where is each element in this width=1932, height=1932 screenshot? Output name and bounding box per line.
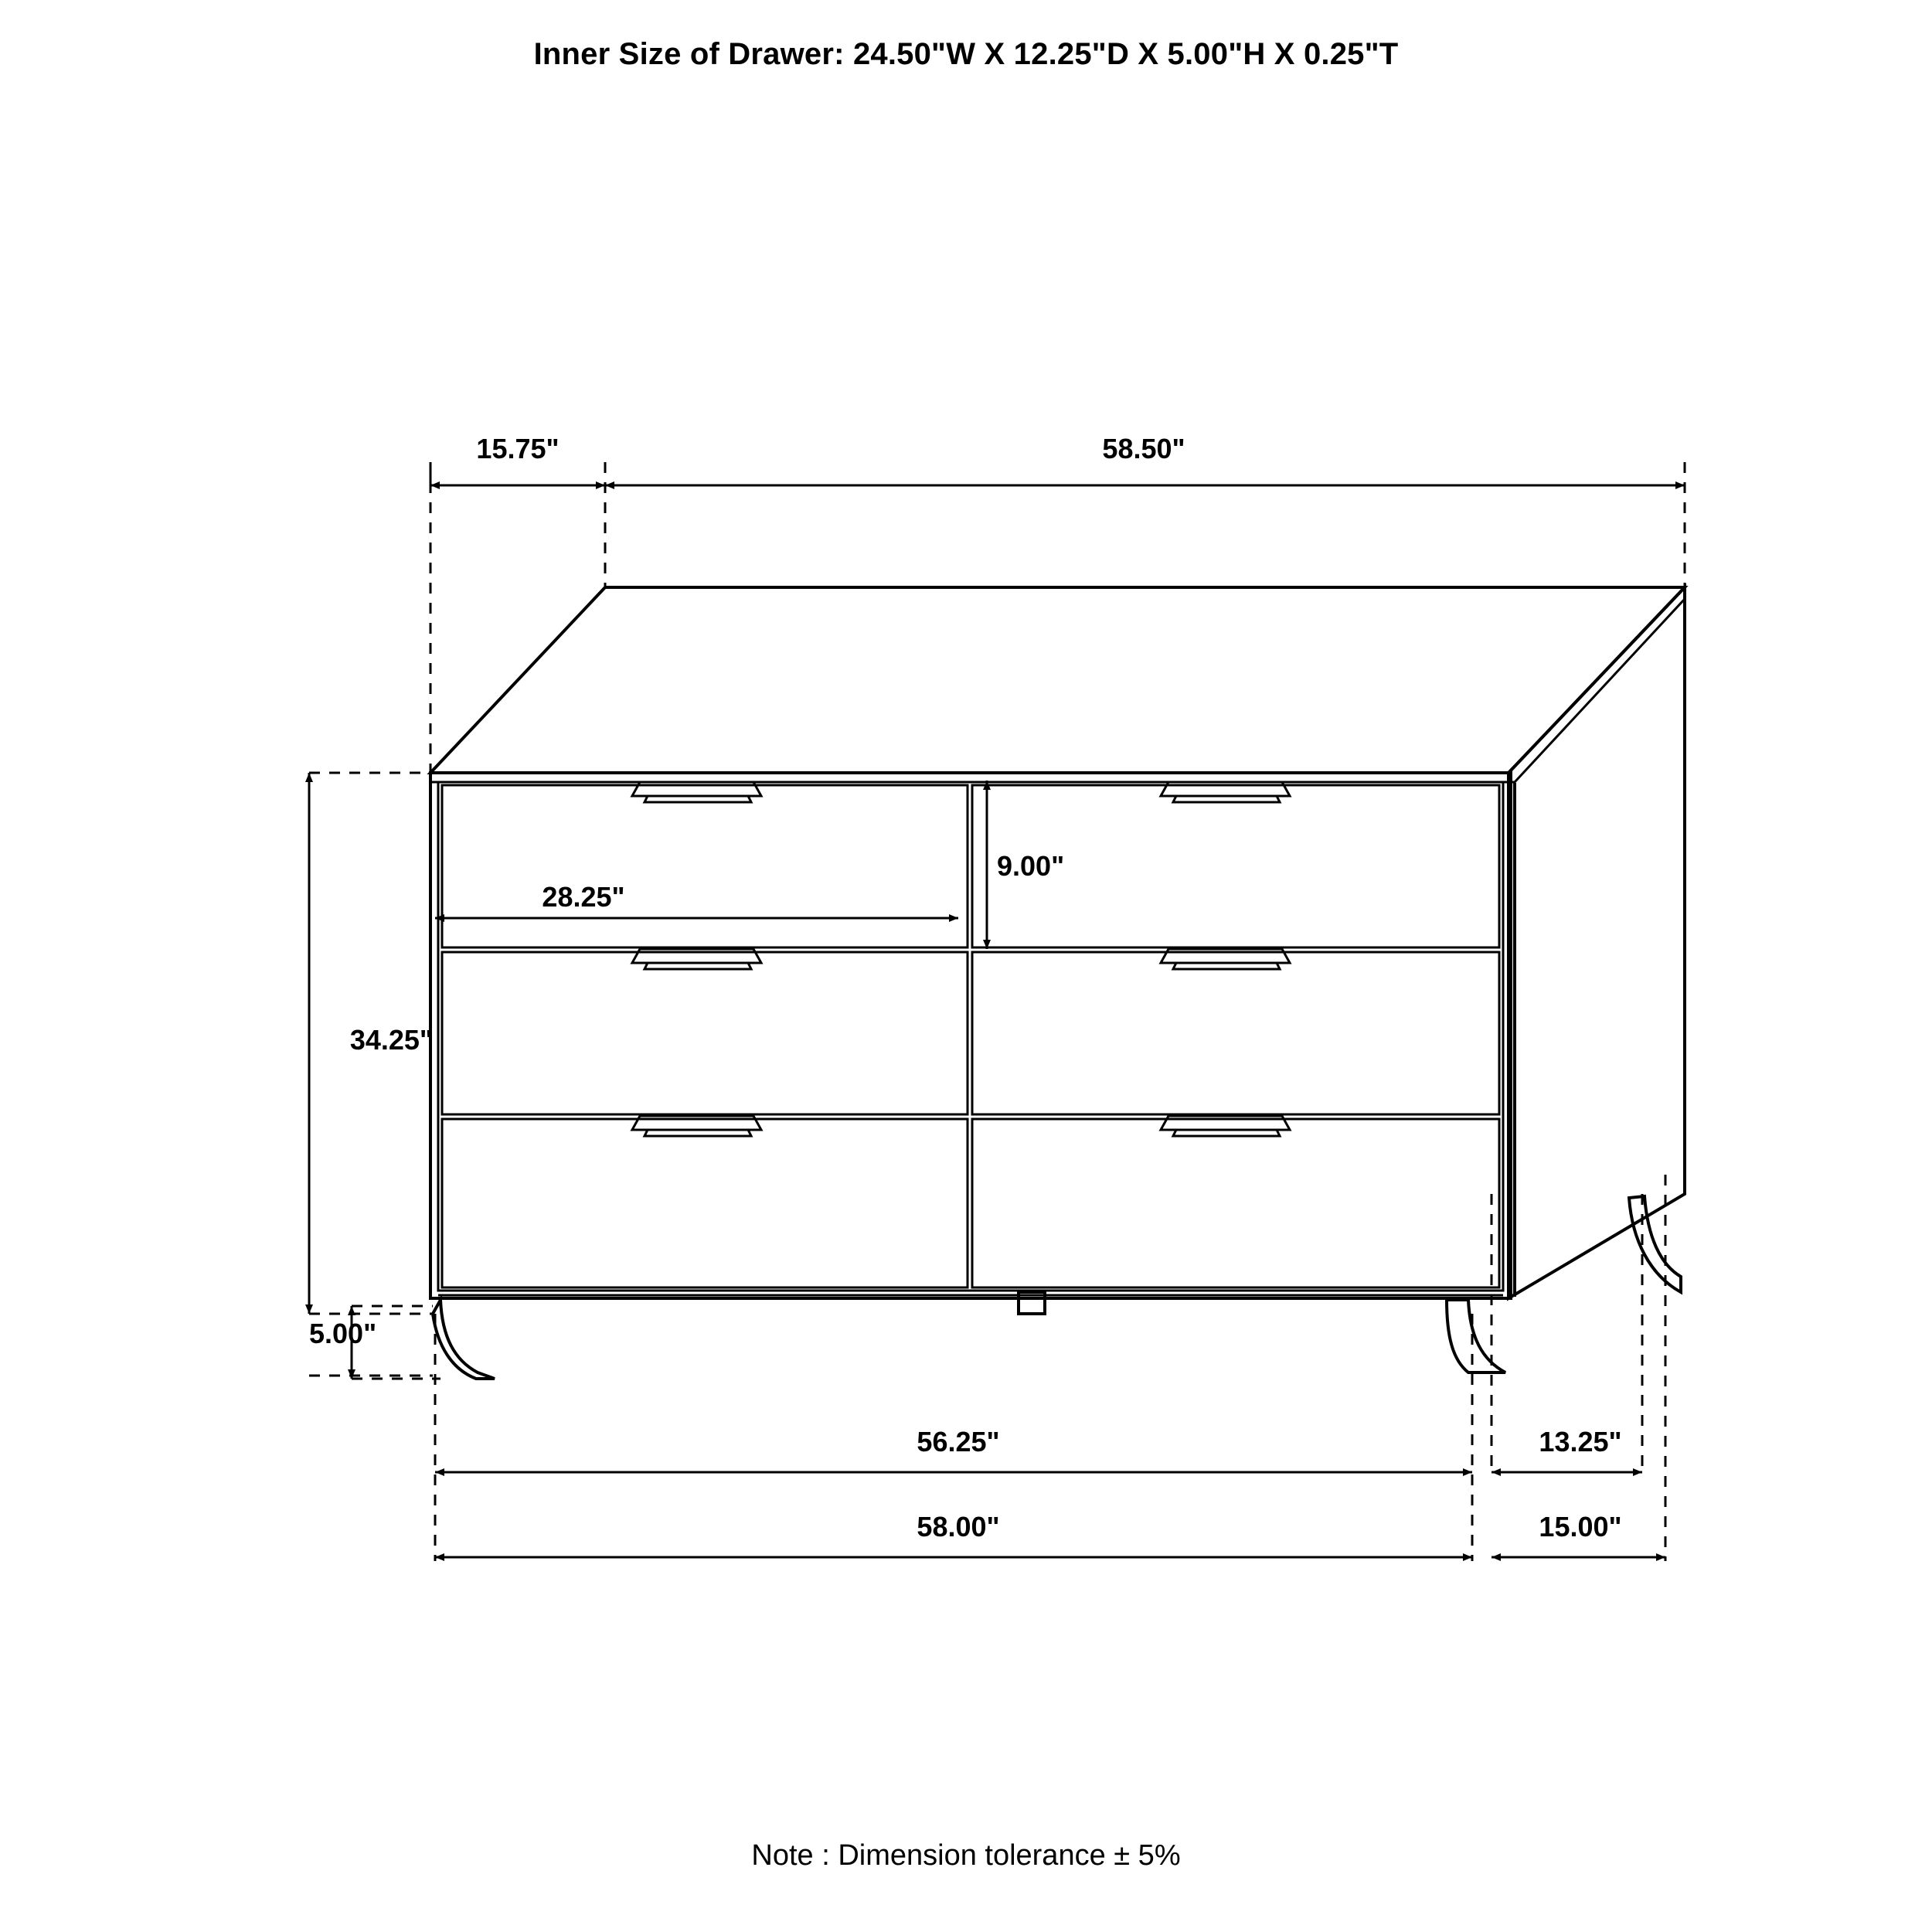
dim-label-cabinet-height: 34.25" [349, 1024, 433, 1056]
dim-label-base-width-inner: 56.25" [917, 1426, 1000, 1458]
dresser-body [430, 587, 1685, 1298]
dim-label-width-top: 58.50" [1102, 433, 1185, 464]
drawer-fronts [442, 785, 1499, 1287]
page-title: Inner Size of Drawer: 24.50"W X 12.25"D X 5.00"H X 0.25"T [533, 37, 1399, 71]
extension-lines [309, 462, 1685, 1561]
dim-label-drawer-width: 28.25" [542, 881, 625, 913]
dim-label-depth-top: 15.75" [476, 433, 560, 464]
dim-label-base-depth-inner: 13.25" [1539, 1426, 1622, 1458]
drawer-handles [632, 782, 1290, 1136]
dim-label-drawer-height: 9.00" [997, 850, 1065, 882]
dim-label-leg-height: 5.00" [309, 1318, 377, 1349]
dim-label-base-depth-outer: 15.00" [1539, 1511, 1622, 1543]
tolerance-note: Note : Dimension tolerance ± 5% [751, 1839, 1181, 1872]
dimension-lines [309, 485, 1685, 1557]
dim-label-base-width-outer: 58.00" [917, 1511, 1000, 1543]
